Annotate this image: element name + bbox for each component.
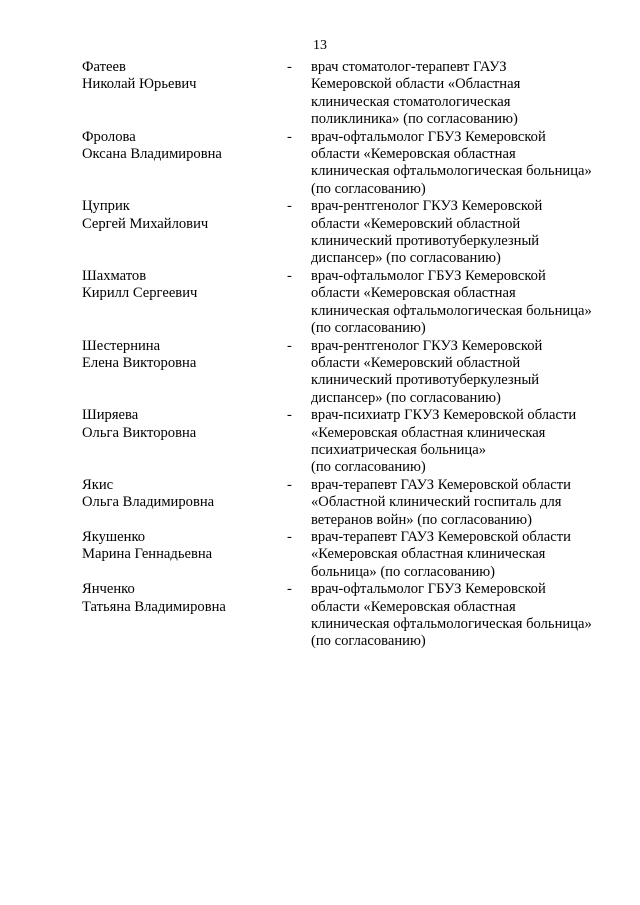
position-line: ветеранов войн» (по согласованию)	[311, 511, 532, 528]
list-item	[82, 198, 612, 268]
list-item	[82, 59, 612, 129]
position-line: клинический противотуберкулезный	[311, 233, 540, 250]
member-name	[82, 477, 287, 529]
position-line: (по согласованию)	[311, 180, 426, 197]
member-given-names: Елена Викторовна	[82, 354, 197, 371]
position-line: врач-терапевт ГАУЗ Кемеровской области	[311, 528, 571, 545]
member-surname: Шахматов	[82, 267, 147, 284]
member-name	[82, 129, 287, 199]
member-position	[311, 477, 612, 529]
page-number: 13	[313, 38, 327, 53]
position-line: врач стоматолог-терапевт ГАУЗ	[311, 59, 507, 75]
list-item	[82, 581, 612, 651]
commission-member-list	[82, 59, 612, 651]
list-item	[82, 268, 612, 338]
member-position	[311, 407, 612, 477]
list-item	[82, 529, 612, 581]
list-item	[82, 477, 612, 529]
list-item	[82, 407, 612, 477]
position-line: клинический противотуберкулезный	[311, 372, 540, 389]
member-given-names: Кирилл Сергеевич	[82, 285, 198, 302]
member-position	[311, 198, 612, 268]
list-item	[82, 338, 612, 408]
member-surname: Ширяева	[82, 407, 139, 424]
member-position	[311, 529, 612, 581]
position-line: поликлиника» (по согласованию)	[311, 111, 518, 128]
dash-separator: -	[287, 528, 292, 545]
position-line: врач-офтальмолог ГБУЗ Кемеровской	[311, 581, 546, 598]
position-line: врач-офтальмолог ГБУЗ Кемеровской	[311, 128, 546, 145]
member-position	[311, 338, 612, 408]
member-position	[311, 268, 612, 338]
dash-separator: -	[287, 198, 292, 215]
position-line: Кемеровской области «Областная	[311, 76, 521, 93]
member-given-names: Ольга Викторовна	[82, 424, 197, 441]
member-name	[82, 59, 287, 129]
dash-separator: -	[287, 267, 292, 284]
position-line: врач-рентгенолог ГКУЗ Кемеровской	[311, 198, 543, 215]
position-line: (по согласованию)	[311, 320, 426, 337]
member-name	[82, 268, 287, 338]
list-item	[82, 129, 612, 199]
position-line: врач-психиатр ГКУЗ Кемеровской области	[311, 407, 577, 424]
dash-separator: -	[287, 476, 292, 493]
position-line: области «Кемеровская областная	[311, 146, 516, 163]
position-line: больница» (по согласованию)	[311, 563, 496, 580]
member-name	[82, 338, 287, 408]
member-position	[311, 59, 612, 129]
position-line: клиническая офтальмологическая больница»	[311, 302, 592, 319]
member-given-names: Татьяна Владимировна	[82, 598, 226, 615]
position-line: диспансер» (по согласованию)	[311, 389, 501, 406]
dash-separator: -	[287, 407, 292, 424]
position-line: диспансер» (по согласованию)	[311, 250, 501, 267]
member-name	[82, 529, 287, 581]
dash-separator: -	[287, 128, 292, 145]
position-line: области «Кемеровская областная	[311, 598, 516, 615]
position-line: «Кемеровская областная клиническая	[311, 424, 546, 441]
member-position	[311, 129, 612, 199]
member-name	[82, 407, 287, 477]
position-line: врач-терапевт ГАУЗ Кемеровской области	[311, 476, 571, 493]
member-given-names: Николай Юрьевич	[82, 76, 197, 93]
position-line: (по согласованию)	[311, 633, 426, 650]
position-line: (по согласованию)	[311, 459, 426, 476]
position-line: области «Кемеровская областная	[311, 285, 516, 302]
member-given-names: Марина Геннадьевна	[82, 546, 213, 563]
member-given-names: Оксана Владимировна	[82, 146, 222, 163]
member-position	[311, 581, 612, 651]
position-line: психиатрическая больница»	[311, 441, 487, 458]
position-line: врач-рентгенолог ГКУЗ Кемеровской	[311, 337, 543, 354]
position-line: «Кемеровская областная клиническая	[311, 546, 546, 563]
member-name	[82, 581, 287, 651]
position-line: области «Кемеровский областной	[311, 354, 521, 371]
member-surname: Фролова	[82, 128, 136, 145]
dash-separator: -	[287, 337, 292, 354]
member-surname: Янченко	[82, 581, 135, 598]
position-line: клиническая офтальмологическая больница»	[311, 163, 592, 180]
position-line: клиническая офтальмологическая больница»	[311, 616, 592, 632]
member-given-names: Ольга Владимировна	[82, 494, 215, 511]
position-line: клиническая стоматологическая	[311, 93, 511, 110]
member-surname: Цуприк	[82, 198, 130, 215]
member-surname: Якушенко	[82, 528, 146, 545]
position-line: врач-офтальмолог ГБУЗ Кемеровской	[311, 267, 546, 284]
position-line: области «Кемеровский областной	[311, 215, 521, 232]
member-surname: Якис	[82, 476, 114, 493]
member-name	[82, 198, 287, 268]
position-line: «Областной клинический госпиталь для	[311, 494, 562, 511]
dash-separator: -	[287, 581, 292, 598]
dash-separator: -	[287, 59, 292, 75]
member-surname: Шестернина	[82, 337, 161, 354]
member-given-names: Сергей Михайлович	[82, 215, 209, 232]
member-surname: Фатеев	[82, 59, 126, 75]
